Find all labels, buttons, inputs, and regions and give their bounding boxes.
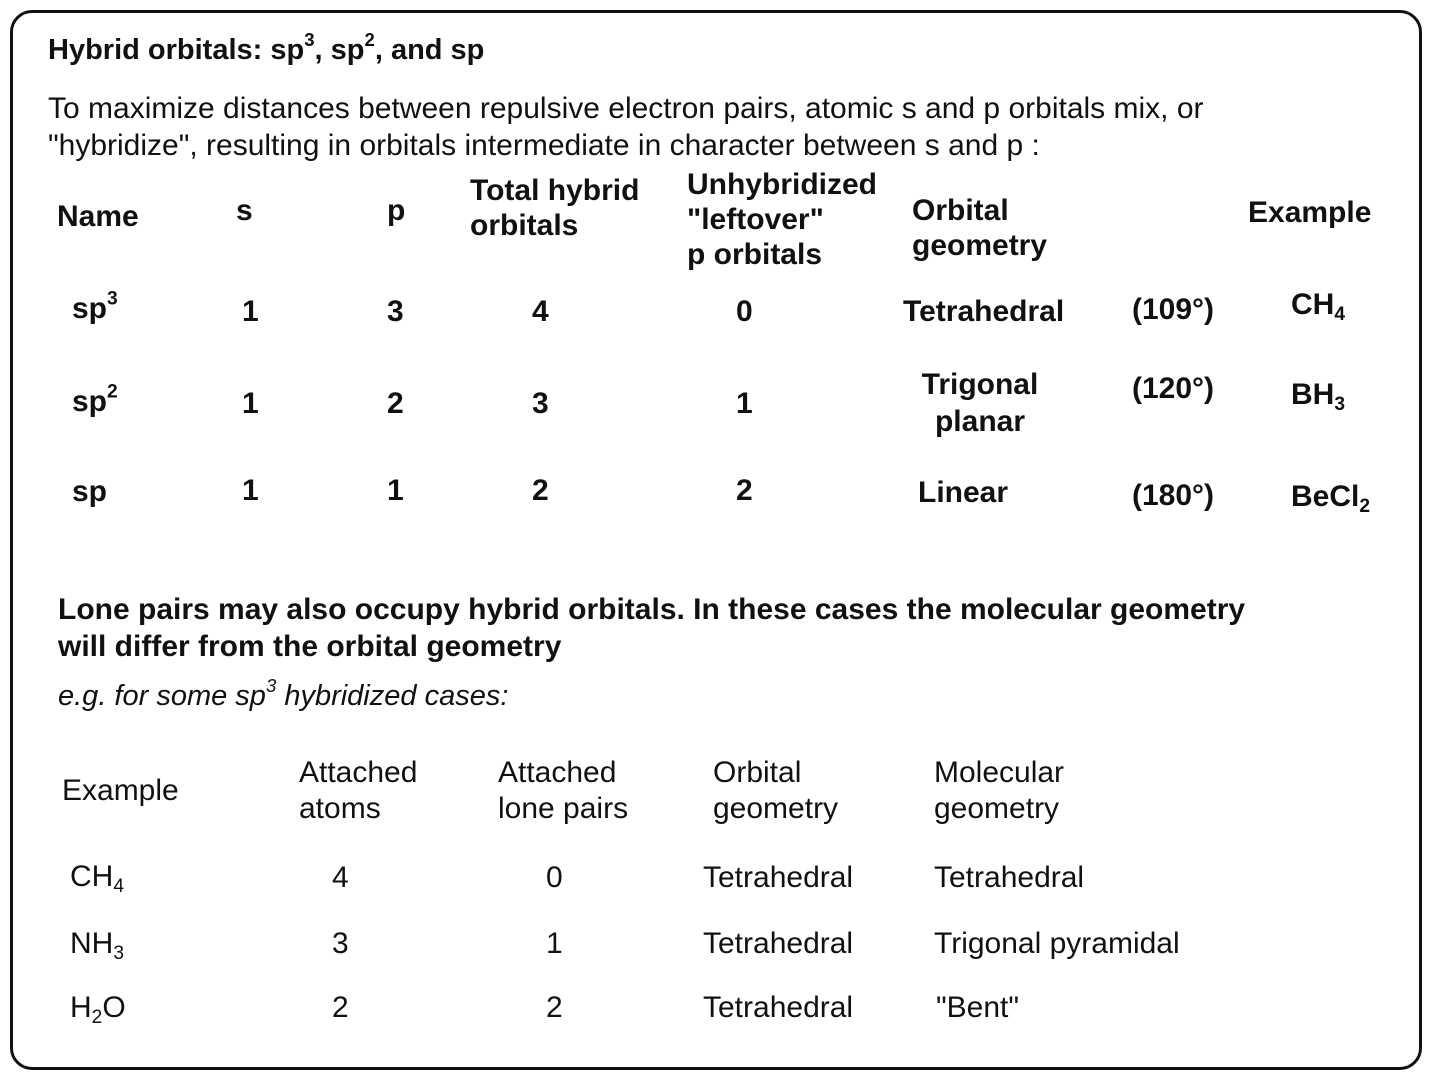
sp3-lone-pairs-cell: 2 (546, 991, 563, 1024)
col-header-example: Example (1248, 196, 1372, 229)
sp3-atoms-cell: 2 (332, 991, 349, 1024)
sp3-orbital-cell: Tetrahedral (703, 861, 854, 894)
hybrid-total-cell: 4 (532, 295, 549, 328)
header-line: geometry (934, 792, 1060, 825)
header-line: Attached (498, 756, 617, 789)
formula-sub: 3 (1334, 394, 1346, 416)
hybrid-name-sup: 3 (107, 288, 118, 310)
sp3-atoms-cell: 4 (332, 861, 349, 894)
note-sup: 3 (265, 675, 277, 697)
hybrid-example-cell (1291, 378, 1346, 416)
note-part: hybridized cases: (276, 680, 509, 712)
hybrid-name-cell (72, 381, 118, 418)
hybrid-angle-cell: (120°) (1132, 372, 1215, 405)
hybrid-total-cell: 3 (532, 387, 549, 420)
header-line: Molecular (934, 756, 1065, 789)
title-part: , and sp (374, 34, 485, 66)
sp3-example-cell (70, 927, 125, 965)
lone-pairs-line-2: will differ from the orbital geometry (58, 630, 562, 663)
page-title (48, 29, 485, 66)
sp3-atoms-cell: 3 (332, 927, 349, 960)
sp3-molecular-cell: Trigonal pyramidal (934, 927, 1180, 960)
hybrid-geometry-cell: Linear (918, 476, 1009, 509)
formula: CH (1291, 288, 1335, 321)
intro-line-2: "hybridize", resulting in orbitals intermediate in character between s and p : (48, 129, 1040, 162)
sp3-col-header-atoms (299, 755, 417, 827)
hybrid-s-cell: 1 (242, 474, 259, 507)
title-sup: 2 (364, 29, 375, 51)
header-line: Unhybridized (687, 168, 878, 201)
note-part: e.g. for some sp (58, 680, 266, 712)
hybrid-angle-cell: (180°) (1132, 479, 1215, 512)
formula: CH (70, 860, 114, 893)
hybrid-name: sp (72, 475, 108, 508)
formula-sub: 2 (1359, 496, 1371, 518)
hybrid-angle-cell: (109°) (1132, 293, 1215, 326)
title-part: Hybrid orbitals: sp (48, 34, 305, 66)
sp3-example-cell (70, 991, 126, 1029)
hybrid-name-sup: 2 (107, 381, 118, 403)
geometry-line: planar (934, 405, 1026, 438)
hybrid-s-cell: 1 (242, 295, 259, 328)
header-line: Orbital (713, 756, 802, 789)
hybrid-name: sp (72, 385, 108, 418)
sp3-lone-pairs-cell: 0 (546, 861, 563, 894)
header-line: geometry (713, 792, 839, 825)
hybrid-geometry-cell (910, 366, 1050, 440)
hybrid-s-cell: 1 (242, 387, 259, 420)
hybrid-name-cell (72, 477, 107, 507)
header-line: orbitals (470, 209, 579, 242)
hybrid-p-cell: 1 (387, 474, 404, 507)
col-header-s: s (236, 194, 253, 227)
header-line: Total hybrid (470, 174, 640, 207)
sp3-col-header-orbital (713, 755, 838, 827)
col-header-total (470, 173, 639, 243)
sp3-col-header-molecular (934, 755, 1064, 827)
header-line: p orbitals (687, 238, 823, 271)
hybrid-total-cell: 2 (532, 474, 549, 507)
sp3-molecular-cell: Tetrahedral (934, 861, 1085, 894)
sp3-col-header-example: Example (62, 774, 179, 807)
header-line: Orbital (912, 194, 1009, 227)
formula: BH (1291, 378, 1335, 411)
col-header-name: Name (57, 200, 139, 233)
header-line: geometry (912, 229, 1048, 262)
sp3-example-cell (70, 860, 125, 898)
sp3-orbital-cell: Tetrahedral (703, 927, 854, 960)
hybrid-unhybridized-cell: 2 (736, 474, 753, 507)
formula: H (70, 991, 92, 1024)
formula: O (102, 991, 126, 1024)
col-header-p: p (387, 194, 406, 227)
col-header-orbital-geometry (912, 193, 1047, 263)
formula: NH (70, 927, 114, 960)
header-line: atoms (299, 792, 381, 825)
title-part: , sp (314, 34, 365, 66)
hybrid-example-cell (1291, 480, 1371, 518)
sp3-lone-pairs-cell: 1 (546, 927, 563, 960)
hybrid-example-cell (1291, 288, 1346, 326)
col-header-unhybridized (687, 167, 877, 272)
title-sup: 3 (304, 29, 315, 51)
header-line: "leftover" (687, 203, 824, 236)
hybrid-p-cell: 3 (387, 295, 404, 328)
sp3-orbital-cell: Tetrahedral (703, 991, 854, 1024)
hybrid-unhybridized-cell: 0 (736, 295, 753, 328)
hybrid-unhybridized-cell: 1 (736, 387, 753, 420)
header-line: lone pairs (498, 792, 629, 825)
geometry-line: Trigonal (921, 368, 1039, 401)
formula-sub: 4 (113, 876, 125, 898)
hybrid-p-cell: 2 (387, 387, 404, 420)
formula-sub: 3 (113, 943, 125, 965)
formula: BeCl (1291, 480, 1360, 513)
hybrid-name: sp (72, 292, 108, 325)
lone-pairs-line-1: Lone pairs may also occupy hybrid orbitals. In these cases the molecular geometry (58, 593, 1246, 626)
formula-sub: 4 (1334, 304, 1346, 326)
intro-line-1: To maximize distances between repulsive electron pairs, atomic s and p orbitals mix, or (48, 92, 1204, 125)
hybrid-geometry-cell: Tetrahedral (903, 295, 1065, 328)
sp3-molecular-cell: "Bent" (936, 991, 1020, 1024)
sp3-col-header-lone-pairs (498, 755, 628, 827)
lone-pairs-example-note (58, 675, 509, 712)
formula-sub: 2 (91, 1007, 103, 1029)
header-line: Attached (299, 756, 418, 789)
hybrid-name-cell (72, 288, 118, 325)
